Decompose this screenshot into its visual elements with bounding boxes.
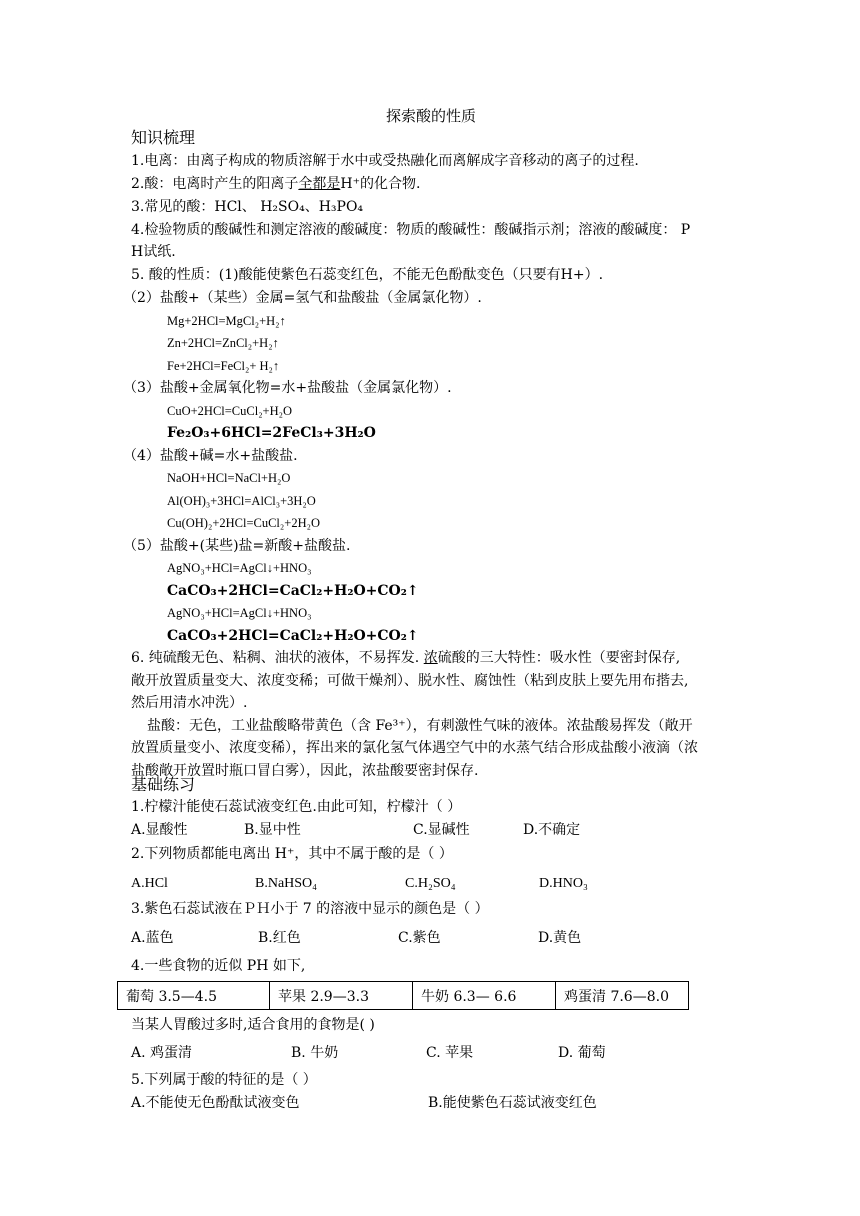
equation: Fe+2HCl=FeCl₂+ H₂↑ (167, 359, 280, 373)
question-1-option-c: C.显碱性 (413, 822, 470, 838)
section-heading-knowledge: 知识梳理 (131, 128, 196, 147)
equation: Cu(OH)₂+2HCl=CuCl₂+2H₂O (167, 516, 320, 530)
point-6-underlined: 浓 (423, 650, 438, 666)
question-4-stem: 当某人胃酸过多时,适合食用的食物是( ) (131, 1017, 375, 1033)
equation: Fe₂O₃+6HCl=2FeCl₃+3H₂O (167, 425, 376, 441)
question-4-option-d: D. 葡萄 (558, 1045, 606, 1061)
table-cell: 鸡蛋清 7.6—8.0 (556, 982, 689, 1010)
table-cell: 葡萄 3.5—4.5 (118, 982, 270, 1010)
question-4-option-c: C. 苹果 (426, 1045, 474, 1061)
equation: CaCO₃+2HCl=CaCl₂+H₂O+CO₂↑ (167, 583, 419, 599)
question-3: 3.紫色石蕊试液在ＰＨ小于 7 的溶液中显示的颜色是（ ） (131, 901, 489, 917)
subpoint-5: （5）盐酸+(某些)盐=新酸+盐酸盐. (123, 538, 351, 554)
point-4-line-1: 4.检验物质的酸碱性和测定溶液的酸碱度：物质的酸碱性：酸碱指示剂；溶液的酸碱度： P (131, 222, 691, 238)
question-2-option-b: B.NaHSO₄ (255, 876, 318, 891)
point-2 (131, 175, 420, 193)
question-5: 5.下列属于酸的特征的是（ ） (131, 1072, 317, 1088)
hydrochloric-paragraph-line-1: 盐酸：无色，工业盐酸略带黄色（含 Fe³⁺），有刺激性气味的液体。浓盐酸易挥发（敞开 (147, 718, 693, 734)
question-4: 4.一些食物的近似 PH 如下, (131, 958, 306, 974)
question-1-option-a: A.显酸性 (131, 822, 188, 838)
question-5-option-b: B.能使紫色石蕊试液变红色 (428, 1095, 597, 1111)
equation: CaCO₃+2HCl=CaCl₂+H₂O+CO₂↑ (167, 628, 419, 644)
question-4-option-b: B. 牛奶 (291, 1045, 339, 1061)
question-3-option-d: D.黄色 (538, 930, 582, 946)
equation: AgNO₃+HCl=AgCl↓+HNO₃ (167, 561, 312, 575)
point-6-line-1 (131, 649, 680, 667)
point-2-underlined: 全都是 (298, 176, 341, 192)
section-heading-practice: 基础练习 (131, 775, 196, 794)
equation: Zn+2HCl=ZnCl₂+H₂↑ (167, 336, 279, 350)
subpoint-4: （4）盐酸+碱=水+盐酸盐. (123, 448, 298, 464)
point-6-line-3: 然后用清水冲洗）. (131, 695, 248, 711)
equation: CuO+2HCl=CuCl₂+H₂O (167, 404, 293, 418)
equation: AgNO₃+HCl=AgCl↓+HNO₃ (167, 606, 312, 620)
hydrochloric-paragraph-line-3: 盐酸敞开放置时瓶口冒白雾），因此，浓盐酸要密封保存. (131, 763, 479, 779)
point-5: 5. 酸的性质：(1)酸能使紫色石蕊变红色，不能无色酚酞变色（只要有H+）. (131, 267, 604, 283)
question-4-option-a: A. 鸡蛋清 (131, 1045, 193, 1061)
point-2-text-a: 2.酸：电离时产生的阳离子 (131, 176, 299, 192)
equation: Mg+2HCl=MgCl₂+H₂↑ (167, 314, 286, 328)
question-1-option-b: B.显中性 (244, 822, 301, 838)
question-2-option-a: A.HCl (131, 876, 168, 891)
table-cell: 牛奶 6.3— 6.6 (413, 982, 556, 1010)
question-1: 1.柠檬汁能使石蕊试液变红色.由此可知，柠檬汁（ ） (131, 799, 462, 815)
point-6-text-a: 6. 纯硫酸无色、粘稠、油状的液体，不易挥发. (131, 650, 424, 666)
equation: Al(OH)₃+3HCl=AlCl₃+3H₂O (167, 494, 316, 508)
table-cell: 苹果 2.9—3.3 (270, 982, 413, 1010)
question-5-option-a: A.不能使无色酚酞试液变色 (131, 1095, 300, 1111)
point-2-text-b: H⁺的化合物. (340, 176, 421, 192)
hydrochloric-paragraph-line-2: 放置质量变小、浓度变稀），挥出来的氯化氢气体遇空气中的水蒸气结合形成盐酸小液滴（浓 (131, 740, 698, 756)
question-3-option-b: B.红色 (258, 930, 301, 946)
point-6-line-2: 敞开放置质量变大、浓度变稀；可做干燥剂）、脱水性、腐蚀性（粘到皮肤上要先用布揩去, (131, 673, 689, 689)
table-row (118, 982, 689, 1010)
point-6-text-b: 硫酸的三大特性：吸水性（要密封保存, (437, 650, 681, 666)
question-1-option-d: D.不确定 (523, 822, 581, 838)
subpoint-3: （3）盐酸+金属氧化物=水+盐酸盐（金属氯化物）. (123, 380, 452, 396)
question-2-option-d: D.HNO₃ (539, 876, 588, 891)
question-2-option-c: C.H₂SO₄ (405, 876, 456, 891)
question-3-option-a: A.蓝色 (131, 930, 174, 946)
point-4-line-2: H试纸. (131, 244, 176, 260)
ph-table (117, 981, 689, 1010)
point-1: 1.电离：由离子构成的物质溶解于水中或受热融化而离解成字音移动的离子的过程. (131, 153, 639, 169)
question-2: 2.下列物质都能电离出 H⁺，其中不属于酸的是（ ） (131, 846, 453, 862)
question-3-option-c: C.紫色 (398, 930, 441, 946)
equation: NaOH+HCl=NaCl+H₂O (167, 471, 291, 485)
subpoint-2: （2）盐酸+（某些）金属=氢气和盐酸盐（金属氯化物）. (123, 290, 482, 306)
document-title: 探索酸的性质 (386, 107, 477, 125)
point-3: 3.常见的酸：HCl、 H₂SO₄、H₃PO₄ (131, 199, 364, 215)
